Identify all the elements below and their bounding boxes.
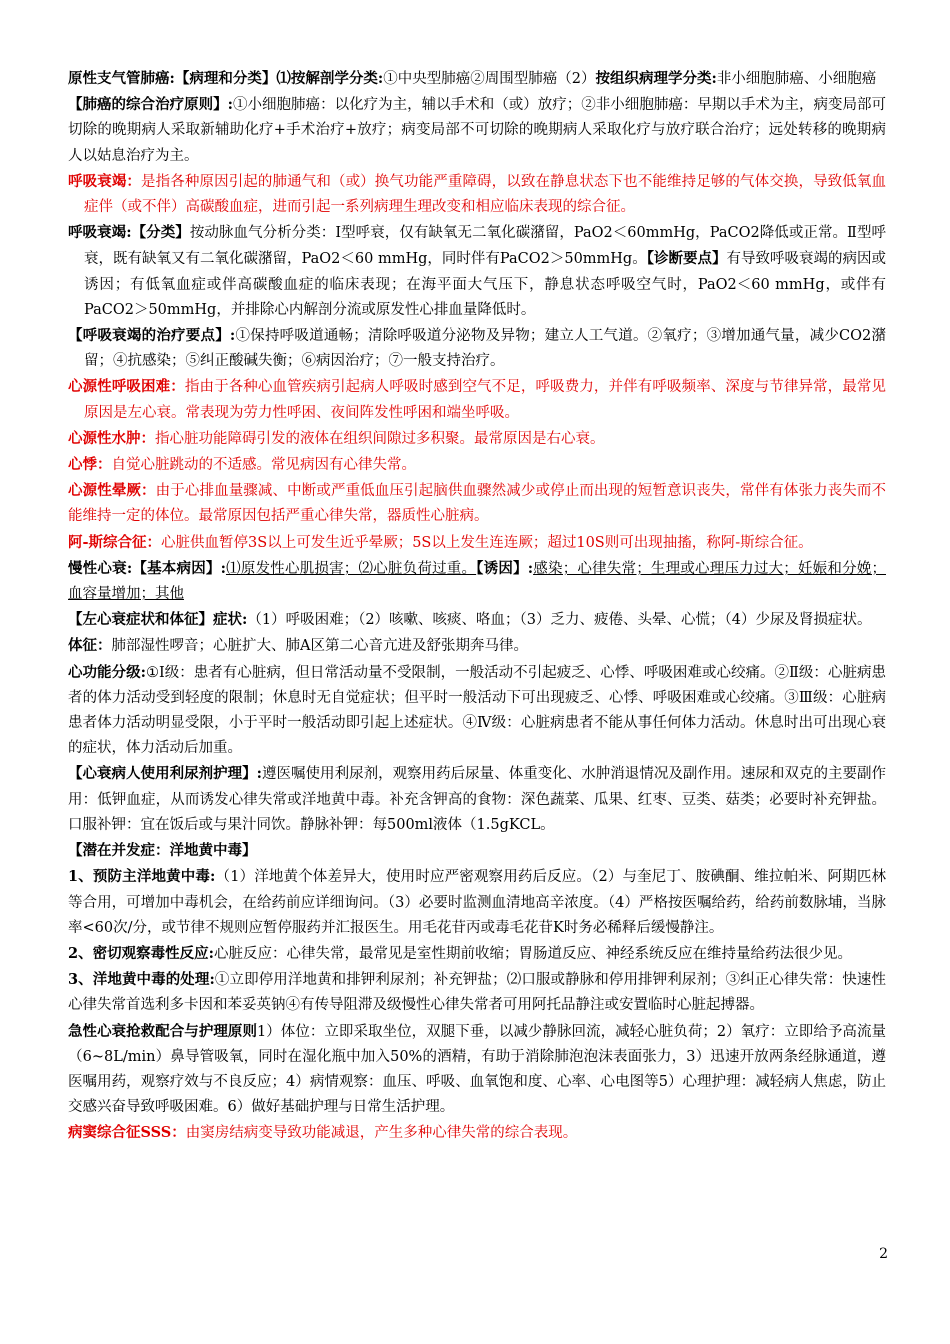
sick-sinus-syndrome: 病窦综合征SSS：由窦房结病变导致功能减退，产生多种心律失常的综合表现。: [68, 1124, 578, 1142]
digitalis-treatment: 3、洋地黄中毒的处理:①立即停用洋地黄和排钾利尿剂；补充钾盐；⑵口服或静脉和停用排钾利尿剂；③纠正心律失常：快速性心律失常首选利多卡因和苯妥英钠④有传导阻滞及级慢性心律失常者可用阿托品静注或安置临时心脏起搏器。: [68, 971, 886, 1014]
cardiogenic-syncope: 心源性晕厥：由于心排血量骤减、中断或严重低血压引起脑供血骤然减少或停止而出现的短暂意识丧失，常伴有体张力丧失而不能维持一定的体位。最常原因包括严重心律失常，器质性心脏病。: [68, 482, 886, 525]
chronic-heart-failure-causes: 慢性心衰:【基本病因】:⑴原发性心肌损害；⑵心脏负荷过重。【诱因】:感染；心律失常；生理或心理压力过大；妊娠和分娩；血容量增加；其他: [68, 559, 886, 603]
digitalis-prevention: 1、预防主洋地黄中毒:（1）洋地黄个体差异大，使用时应严密观察用药后反应。（2）与奎尼丁、胺碘酮、维拉帕米、阿期匹林等合用，可增加中毒机会，在给药前应详细询问。（3）必要时监测血清地高辛浓度。（4）严格按医嘱给药，给药前数脉埔，当脉率<60次/分，或节律不规则应暂停服药并汇报医生。用毛花苷丙或毒毛花苷K时务必稀释后缓慢静注。: [68, 868, 886, 936]
left-heart-failure-symptoms: 【左心衰症状和体征】症状:（1）呼吸困难；（2）咳嗽、咳痰、咯血；（3）乏力、疲倦、头晕、心慌；（4）少尿及肾损症状。: [68, 611, 872, 629]
document-page: [68, 66, 886, 1147]
respiratory-failure-treatment: 【呼吸衰竭的治疗要点】:①保持呼吸道通畅；清除呼吸道分泌物及异物；建立人工气道。②氧疗；③增加通气量，减少CO2潴留；④抗感染；⑤纠正酸碱失衡；⑥病因治疗；⑦一般支持治疗。: [68, 327, 886, 370]
respiratory-failure-definition: 呼吸衰竭：是指各种原因引起的肺通气和（或）换气功能严重障碍，以致在静息状态下也不能维持足够的气体交换，导致低氧血症伴（或不伴）高碳酸血症，进而引起一系列病理生理改变和相应临床表现的综合征。: [68, 172, 886, 216]
cardiogenic-dyspnea: 心源性呼吸困难：指由于各种心血管疾病引起病人呼吸时感到空气不足，呼吸费力，并伴有呼吸频率、深度与节律异常，最常见原因是左心衰。常表现为劳力性呼困、夜间阵发性呼困和端坐呼吸。: [68, 378, 886, 421]
acute-heart-failure-care: 急性心衰抢救配合与护理原则1）体位：立即采取坐位，双腿下垂，以减少静脉回流，减轻心脏负荷；2）氧疗：立即给予高流量（6~8L/min）鼻导管吸氧，同时在湿化瓶中加入50%的酒精，有助于消除肺泡泡沫表面张力，3）迅速开放两条经脉通道，遵医嘱用药，观察疗效与不良反应；4）病情观察：血压、呼吸、血氧饱和度、心率、心电图等5）心理护理：减轻病人焦虑，防止交感兴奋导致呼吸困难。6）做好基础护理与日常生活护理。: [68, 1022, 886, 1116]
diuretic-nursing: 【心衰病人使用利尿剂护理】:遵医嘱使用利尿剂，观察用药后尿量、体重变化、水肿消退情况及副作用。速尿和双克的主要副作用：低钾血症，从而诱发心律失常或洋地黄中毒。补充含钾高的食物：深色蔬菜、瓜果、红枣、豆类、菇类；必要时补充钾盐。口服补钾：宜在饭后或与果汁同饮。静脉补钾：每500ml液体（1.5gKCL。: [68, 765, 886, 833]
left-heart-failure-signs: 体征：肺部湿性啰音；心脏扩大、肺A区第二心音亢进及舒张期奔马律。: [68, 637, 528, 655]
respiratory-failure-classification: 呼吸衰竭:【分类】按动脉血气分析分类：Ⅰ型呼衰，仅有缺氧无二氧化碳潴留，PaO2＜60mmHg，PaCO2降低或正常。Ⅱ型呼衰，既有缺氧又有二氧化碳潴留，PaO2＜60 mmHg，同时伴有PaCO2＞50mmHg。【诊断要点】有导致呼吸衰竭的病因或诱因；有低氧血症或伴高碳酸血症的临床表现；在海平面大气压下，静息状态呼吸空气时，PaO2＜60 mmHg，或伴有PaCO2＞50mmHg，并排除心内解剖分流或原发性心排血量降低时。: [68, 224, 886, 318]
cardiac-function-grading: 心功能分级:①Ⅰ级：患者有心脏病，但日常活动量不受限制，一般活动不引起疲乏、心悸、呼吸困难或心绞痛。②Ⅱ级：心脏病患者的体力活动受到轻度的限制；休息时无自觉症状；但平时一般活动下可出现疲乏、心悸、呼吸困难或心绞痛。③Ⅲ级：心脏病患者体力活动明显受限，小于平时一般活动即引起上述症状。④Ⅳ级：心脏病患者不能从事任何体力活动。休息时出可出现心衰的症状，体力活动后加重。: [68, 663, 887, 757]
page-number: 2: [879, 1246, 888, 1262]
cardiogenic-edema: 心源性水肿：指心脏功能障碍引发的液体在组织间隙过多积聚。最常原因是右心衰。: [68, 429, 605, 447]
palpitation: 心悸：自觉心脏跳动的不适感。常见病因有心律失常。: [68, 456, 416, 474]
digitalis-toxicity-heading: 【潜在并发症：洋地黄中毒】: [68, 842, 257, 860]
adams-stokes-syndrome: 阿-斯综合征：心脏供血暂停3S以上可发生近乎晕厥；5S以上发生连连厥；超过10S则可出现抽搐，称阿-斯综合征。: [68, 533, 813, 551]
digitalis-observation: 2、密切观察毒性反应:心脏反应：心律失常，最常见是室性期前收缩；胃肠道反应、神经系统反应在维持量给药法很少见。: [68, 944, 852, 962]
lung-cancer-classification: 原性支气管肺癌:【病理和分类】⑴按解剖学分类:①中央型肺癌②周围型肺癌（2）按组织病理学分类:非小细胞肺癌、小细胞癌: [68, 70, 877, 87]
lung-cancer-treatment: 【肺癌的综合治疗原则】:①小细胞肺癌：以化疗为主，辅以手术和（或）放疗；②非小细胞肺癌：早期以手术为主，病变局部可切除的晚期病人采取新辅助化疗+手术治疗+放疗；病变局部不可切除的晚期病人采取化疗与放疗联合治疗；远处转移的晚期病人以姑息治疗为主。: [68, 96, 886, 164]
